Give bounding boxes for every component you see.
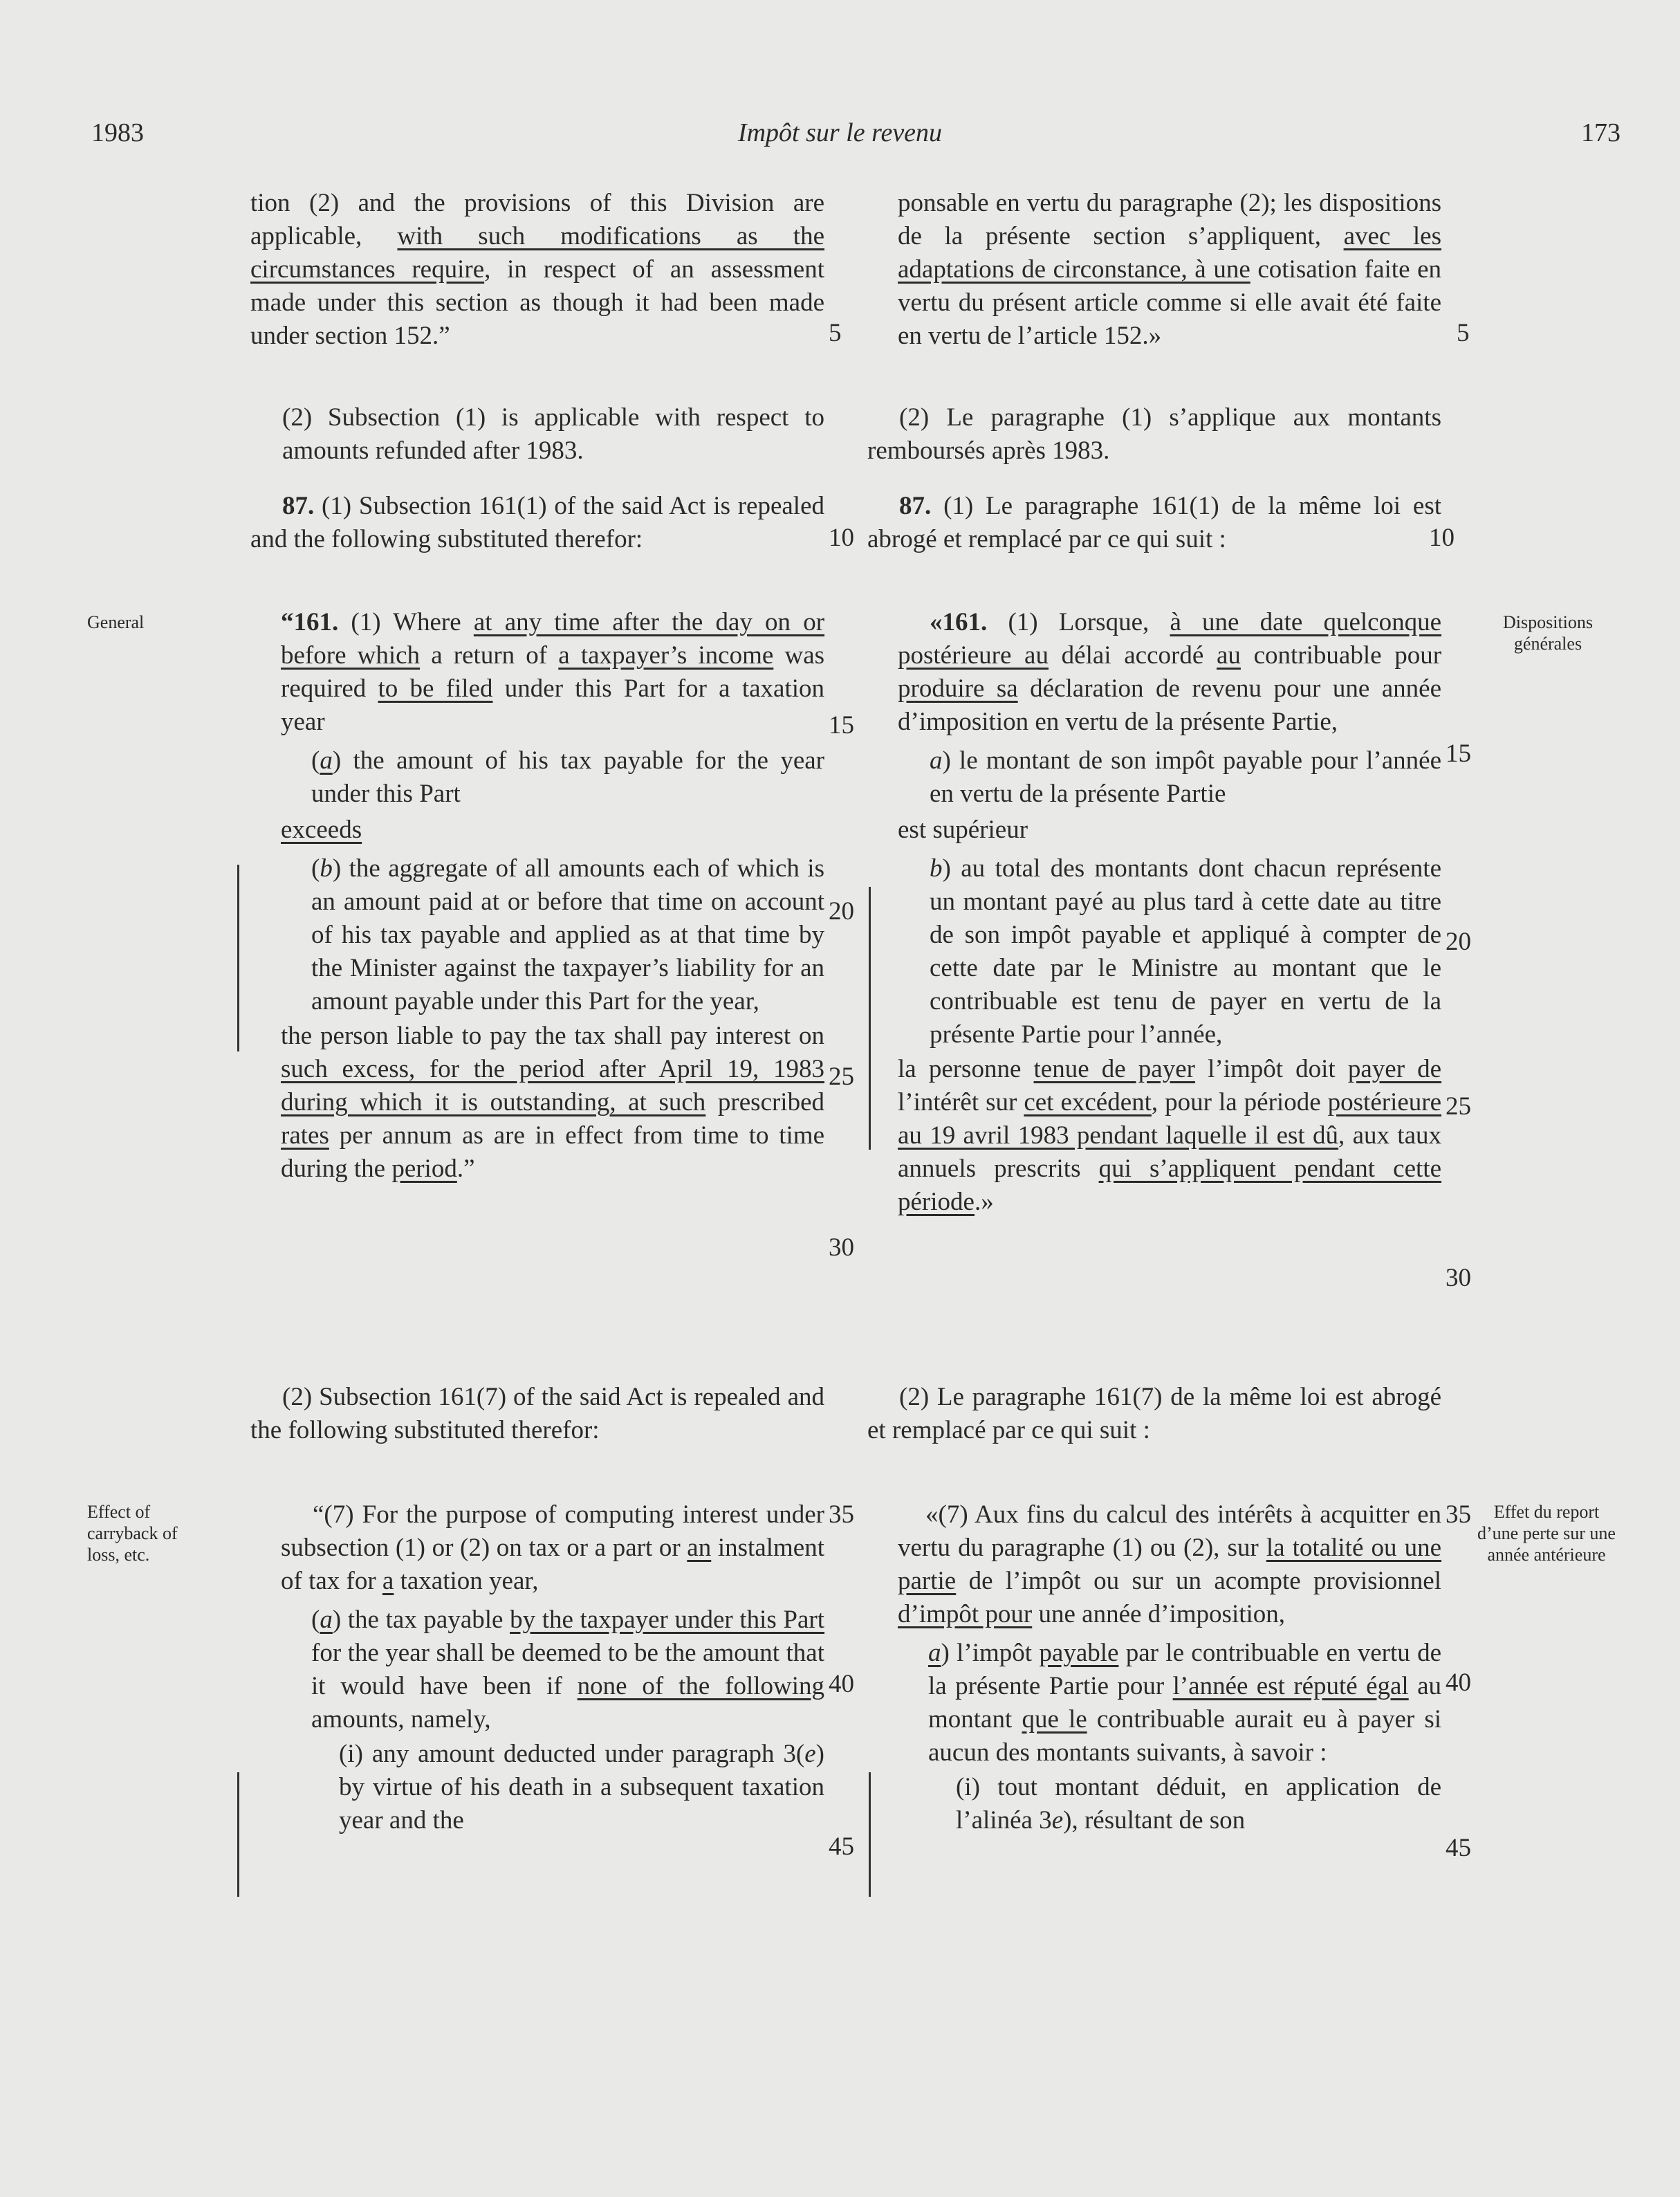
fr-clause-b: b) au total des montants dont chacun représente un montant payé au plus tard à cette date au titre de son impôt payable et appliqué à compter de cette date par le Ministre au montant que le contribuable est tenu de payer en vertu de la présente Partie pour l’année, — [930, 854, 1441, 1049]
line-number: 40 — [1446, 1669, 1471, 1697]
en-161-tail: the person liable to pay the tax shall pay interest on such excess, for the period after April 19, 1983 during which it is outstanding, at such prescribed rates per annum as are in effect from time to time during the period.” — [281, 1022, 825, 1183]
fr-clause-a: a) le montant de son impôt payable pour l’année en vertu de la présente Partie — [930, 746, 1441, 808]
header-page-number: 173 — [1581, 118, 1621, 147]
fr-section-161: «161. (1) Lorsque, à une date quelconque postérieure au délai accordé au contribuable pour produire sa déclaration de revenu pour une année d’imposition en vertu de la présente Partie, a) le montant de son impôt payable pour l’année en vertu de la présente Partie est supérieur b) au total des montants dont chacun représente un montant payé au plus tard à cette date au titre de son impôt payable et appliqué à compter de cette date par le Ministre au montant que le contribuable est tenu de payer en vertu de la présente Partie pour l’année, la personne tenue de payer l’impôt doit payer de l’intérêt sur cet excédent, pour la période postérieure au 19 avril 1983 pendant laquelle il est dû, aux taux annuels prescrits qui s’appliquent pendant cette période.» — [898, 606, 1441, 1219]
en-section-161: “161. (1) Where at any time after the day on or before which a return of a taxpayer’s income was required to be filed under this Part for a taxation year (a) the amount of his tax payable for the year under this Part exceeds (b) the aggregate of all amounts each of which is an amount paid at or before that time on account of his tax payable and applied as at that time by the Minister against the taxpayer’s liability for an amount payable under this Part for the year, the person liable to pay the tax shall pay interest on such excess, for the period after April 19, 1983 during which it is outstanding, at such prescribed rates per annum as are in effect from time to time during the period.” — [281, 606, 824, 1186]
line-number: 5 — [1457, 319, 1470, 347]
change-bar — [869, 887, 871, 1150]
en-clause-b: (b) the aggregate of all amounts each of which is an amount paid at or before that time on account of his tax payable and applied as at that time by the Minister against the taxpayer’s liability for an amount payable under this Part for the year, — [311, 854, 824, 1015]
line-number: 15 — [829, 711, 854, 739]
line-number: 10 — [1429, 524, 1455, 552]
en-subclause-7a-i: (i) any amount deducted under paragraph 3(e) by virtue of his death in a subsequent taxation year and the — [339, 1740, 824, 1835]
change-bar — [237, 865, 239, 1051]
english-column — [250, 187, 824, 353]
sidenote-effect-of-carryback: Effect of carryback of loss, etc. — [87, 1502, 178, 1565]
french-column — [898, 187, 1441, 353]
line-number: 10 — [829, 524, 854, 552]
en-clause-7a: (a) the tax payable by the taxpayer under this Part for the year shall be deemed to be the amount that it would have been if none of the following amounts, namely, — [311, 1606, 825, 1734]
change-bar — [237, 1772, 239, 1897]
sidenote-effet-du-report: Effet du report d’une perte sur une année antérieure — [1477, 1502, 1616, 1565]
header-year: 1983 — [91, 118, 144, 147]
fr-para-subsection-2: (2) Le paragraphe (1) s’applique aux montants remboursés après 1983. — [867, 403, 1441, 465]
line-number: 45 — [1446, 1834, 1471, 1862]
sidenote-dispositions-generales: Dispositions générales — [1502, 612, 1594, 654]
line-number: 20 — [829, 897, 854, 926]
line-number: 25 — [1446, 1092, 1471, 1121]
en-paragraph: tion (2) and the provisions of this Division are applicable, with such modifications as the circumstances require, in respect of an assessment made under this section as though it had been made under section 152.” — [250, 189, 824, 350]
fr-161-tail: la personne tenue de payer l’impôt doit payer de l’intérêt sur cet excédent, pour la période postérieure au 19 avril 1983 pendant laquelle il est dû, aux taux annuels prescrits qui s’appliquent pendant cette période.» — [898, 1055, 1442, 1216]
en-subsection-7: “(7) For the purpose of computing interest under subsection (1) or (2) on tax or a part or an instalment of tax for a taxation year, (a) the tax payable by the taxpayer under this Part for the year shall be deemed to be the amount that it would have been if none of the following amounts, namely, (i) any amount deducted under paragraph 3(e) by virtue of his death in a subsequent taxation year and the — [281, 1498, 824, 1837]
line-number: 40 — [829, 1670, 854, 1698]
line-number: 45 — [829, 1832, 854, 1861]
fr-clause-7a: a) l’impôt payable par le contribuable en vertu de la présente Partie pour l’année est réputé égal au montant que le contribuable aurait eu à payer si aucun des montants suivants, à savoir : — [928, 1639, 1442, 1767]
en-para-subsection-2: (2) Subsection (1) is applicable with respect to amounts refunded after 1983. — [282, 403, 824, 465]
line-number: 25 — [829, 1063, 854, 1091]
line-number: 20 — [1446, 928, 1471, 956]
line-number: 35 — [1446, 1500, 1471, 1529]
fr-para-87: 87. (1) Le paragraphe 161(1) de la même loi est abrogé et remplacé par ce qui suit : — [867, 492, 1441, 553]
en-para-subsection-161-7: (2) Subsection 161(7) of the said Act is repealed and the following substituted therefor: — [250, 1383, 824, 1444]
fr-subsection-7: «(7) Aux fins du calcul des intérêts à acquitter en vertu du paragraphe (1) ou (2), sur la totalité ou une partie de l’impôt ou sur un acompte provisionnel d’impôt pour une année d’imposition, a) l’impôt payable par le contribuable en vertu de la présente Partie pour l’année est réputé égal au montant que le contribuable aurait eu à payer si aucun des montants suivants, à savoir : (i) tout montant déduit, en application de l’alinéa 3e), résultant de son — [898, 1498, 1441, 1837]
line-number: 5 — [829, 319, 842, 347]
line-number: 30 — [829, 1233, 854, 1262]
header-title: Impôt sur le revenu — [737, 118, 943, 147]
fr-subclause-7a-i: (i) tout montant déduit, en application de l’alinéa 3e), résultant de son — [956, 1773, 1441, 1835]
sidenote-general: General — [87, 612, 145, 632]
fr-para-subsection-161-7: (2) Le paragraphe 161(7) de la même loi est abrogé et remplacé par ce qui suit : — [867, 1383, 1441, 1444]
en-clause-a: (a) the amount of his tax payable for the year under this Part — [311, 746, 824, 808]
line-number: 30 — [1446, 1264, 1471, 1292]
fr-paragraph: ponsable en vertu du paragraphe (2); les dispositions de la présente section s’appliquent, avec les adaptations de circonstance, à une cotisation faite en vertu du présent article comme si elle avait été faite en vertu de l’article 152.» — [898, 189, 1442, 350]
change-bar — [869, 1772, 871, 1897]
line-number: 15 — [1446, 739, 1471, 768]
en-para-87: 87. (1) Subsection 161(1) of the said Act is repealed and the following substituted therefor: — [250, 492, 824, 553]
line-number: 35 — [829, 1500, 854, 1529]
